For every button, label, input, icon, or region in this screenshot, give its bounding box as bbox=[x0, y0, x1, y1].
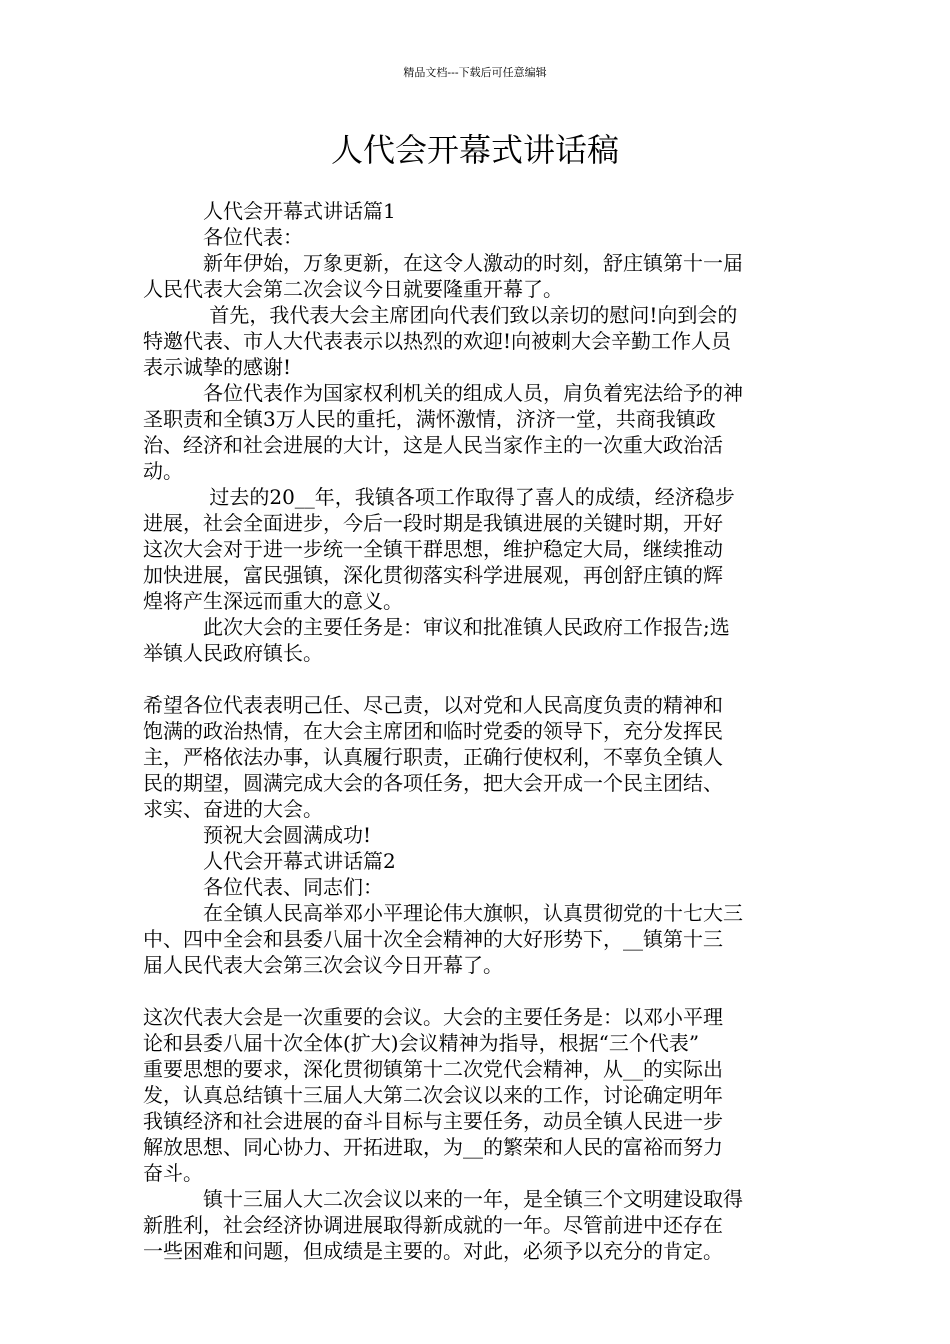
text-line: 表示诚挚的感谢! bbox=[143, 355, 292, 379]
text-line: 发，认真总结镇十三届人大第二次会议以来的工作，讨论确定明年 bbox=[143, 1083, 723, 1107]
text-line: 重要思想的要求，深化贯彻镇第十二次党代会精神，从__的实际出 bbox=[143, 1057, 723, 1081]
text-line: 在全镇人民高举邓小平理论伟大旗帜，认真贯彻党的十七大三 bbox=[143, 901, 743, 925]
text-line: 预祝大会圆满成功! bbox=[143, 823, 372, 847]
text-line: 进展，社会全面进步，今后一段时期是我镇进展的关键时期，开好 bbox=[143, 511, 723, 535]
page-header-note: 精品文档---下载后可任意编辑 bbox=[403, 66, 547, 79]
text-line bbox=[143, 978, 808, 1004]
text-line: 举镇人民政府镇长。 bbox=[143, 641, 323, 665]
text-line: 新胜利，社会经济协调进展取得新成就的一年。尽管前进中还存在 bbox=[143, 1213, 723, 1237]
text-line: 各位代表作为国家权利机关的组成人员，肩负着宪法给予的神 bbox=[143, 381, 743, 405]
text-line: 煌将产生深远而重大的意义。 bbox=[143, 589, 403, 613]
text-line: 届人民代表大会第三次会议今日开幕了。 bbox=[143, 953, 503, 977]
text-line: 特邀代表、市人大代表表示以热烈的欢迎!向被刺大会辛勤工作人员 bbox=[143, 329, 732, 353]
text-line: 首先，我代表大会主席团向代表们致以亲切的慰问!向到会的 bbox=[143, 303, 738, 327]
text-line: 解放思想、同心协力、开拓进取，为__的繁荣和人民的富裕而努力 bbox=[143, 1135, 723, 1159]
text-line: 圣职责和全镇3万人民的重托，满怀激情，济济一堂，共商我镇政 bbox=[143, 407, 716, 431]
text-line: 民的期望，圆满完成大会的各项任务，把大会开成一个民主团结、 bbox=[143, 771, 723, 795]
text-line bbox=[143, 666, 808, 692]
text-line: 饱满的政治热情，在大会主席团和临时党委的领导下，充分发挥民 bbox=[143, 719, 723, 743]
text-line: 加快进展，富民强镇，深化贯彻落实科学进展观，再创舒庄镇的辉 bbox=[143, 563, 723, 587]
text-line: 镇十三届人大二次会议以来的一年，是全镇三个文明建设取得 bbox=[143, 1187, 743, 1211]
text-line: 这次大会对于进一步统一全镇干群思想，维护稳定大局，继续推动 bbox=[143, 537, 723, 561]
text-line: 一些困难和问题，但成绩是主要的。对此，必须予以充分的肯定。 bbox=[143, 1239, 723, 1263]
text-line: 奋斗。 bbox=[143, 1161, 203, 1185]
document-title: 人代会开幕式讲话稿 bbox=[330, 131, 619, 169]
text-line: 主，严格依法办事，认真履行职责，正确行使权利，不辜负全镇人 bbox=[143, 745, 723, 769]
text-line: 这次代表大会是一次重要的会议。大会的主要任务是：以邓小平理 bbox=[143, 1005, 723, 1029]
document-body bbox=[143, 198, 808, 1264]
text-line: 人代会开幕式讲话篇1 bbox=[143, 199, 396, 223]
text-line: 治、经济和社会进展的大计，这是人民当家作主的一次重大政治活 bbox=[143, 433, 723, 457]
text-line: 求实、奋进的大会。 bbox=[143, 797, 323, 821]
text-line: 人民代表大会第二次会议今日就要隆重开幕了。 bbox=[143, 277, 563, 301]
text-line: 我镇经济和社会进展的奋斗目标与主要任务，动员全镇人民进一步 bbox=[143, 1109, 723, 1133]
text-line: 人代会开幕式讲话篇2 bbox=[143, 849, 396, 873]
text-line: 动。 bbox=[143, 459, 183, 483]
text-line: 论和县委八届十次全体(扩大)会议精神为指导，根据“三个代表” bbox=[143, 1031, 700, 1055]
text-line: 此次大会的主要任务是：审议和批准镇人民政府工作报告;选 bbox=[143, 615, 730, 639]
text-line: 中、四中全会和县委八届十次全会精神的大好形势下，__镇第十三 bbox=[143, 927, 723, 951]
text-line: 过去的20__年，我镇各项工作取得了喜人的成绩，经济稳步 bbox=[143, 485, 735, 509]
text-line: 新年伊始，万象更新，在这令人激动的时刻，舒庄镇第十一届 bbox=[143, 251, 743, 275]
text-line: 各位代表： bbox=[143, 225, 303, 249]
text-line: 各位代表、同志们： bbox=[143, 875, 383, 899]
text-line: 希望各位代表表明己任、尽己责，以对党和人民高度负责的精神和 bbox=[143, 693, 723, 717]
